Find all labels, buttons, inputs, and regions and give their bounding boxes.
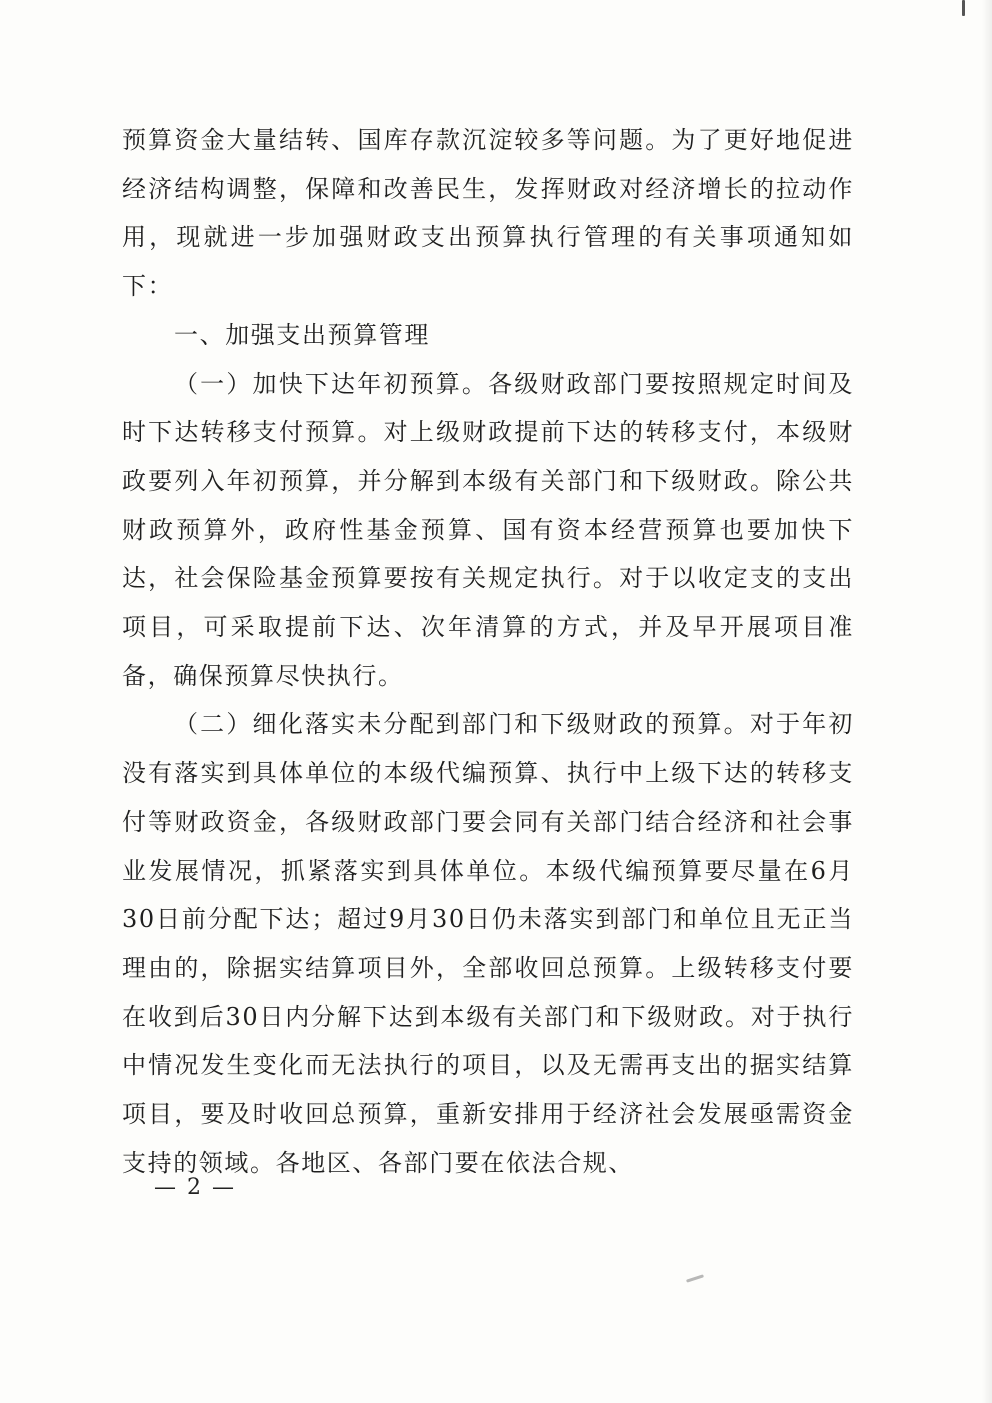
document-body — [122, 116, 854, 1187]
scan-mark — [686, 1274, 704, 1282]
body-paragraph: （二）细化落实未分配到部门和下级财政的预算。对于年初没有落实到具体单位的本级代编预算、执行中上级下达的转移支付等财政资金，各级财政部门要会同有关部门结合经济和社会事业发展情况，抓紧落实到具体单位。本级代编预算要尽量在6月30日前分配下达；超过9月30日仍未落实到部门和单位且无正当理由的，除据实结算项目外，全部收回总预算。上级转移支付要在收到后30日内分解下达到本级有关部门和下级财政。对于执行中情况发生变化而无法执行的项目，以及无需再支出的据实结算项目，要及时收回总预算，重新安排用于经济社会发展亟需资金支持的领域。各地区、各部门要在依法合规、 — [122, 710, 854, 1177]
body-paragraph-continuation: 预算资金大量结转、国库存款沉淀较多等问题。为了更好地促进经济结构调整，保障和改善民生，发挥财政对经济增长的拉动作用，现就进一步加强财政支出预算执行管理的有关事项通知如下： — [122, 126, 854, 301]
scan-edge-shadow — [982, 0, 992, 1403]
section-heading: 一、加强支出预算管理 — [174, 320, 430, 349]
page-number: — 2 — — [154, 1175, 236, 1200]
body-paragraph: （一）加快下达年初预算。各级财政部门要按照规定时间及时下达转移支付预算。对上级财政提前下达的转移支付，本级财政要列入年初预算，并分解到本级有关部门和下级财政。除公共财政预算外，政府性基金预算、国有资本经营预算也要加快下达，社会保险基金预算要按有关规定执行。对于以收定支的支出项目，可采取提前下达、次年清算的方式，并及早开展项目准备，确保预算尽快执行。 — [122, 369, 854, 690]
scan-mark — [962, 0, 965, 16]
